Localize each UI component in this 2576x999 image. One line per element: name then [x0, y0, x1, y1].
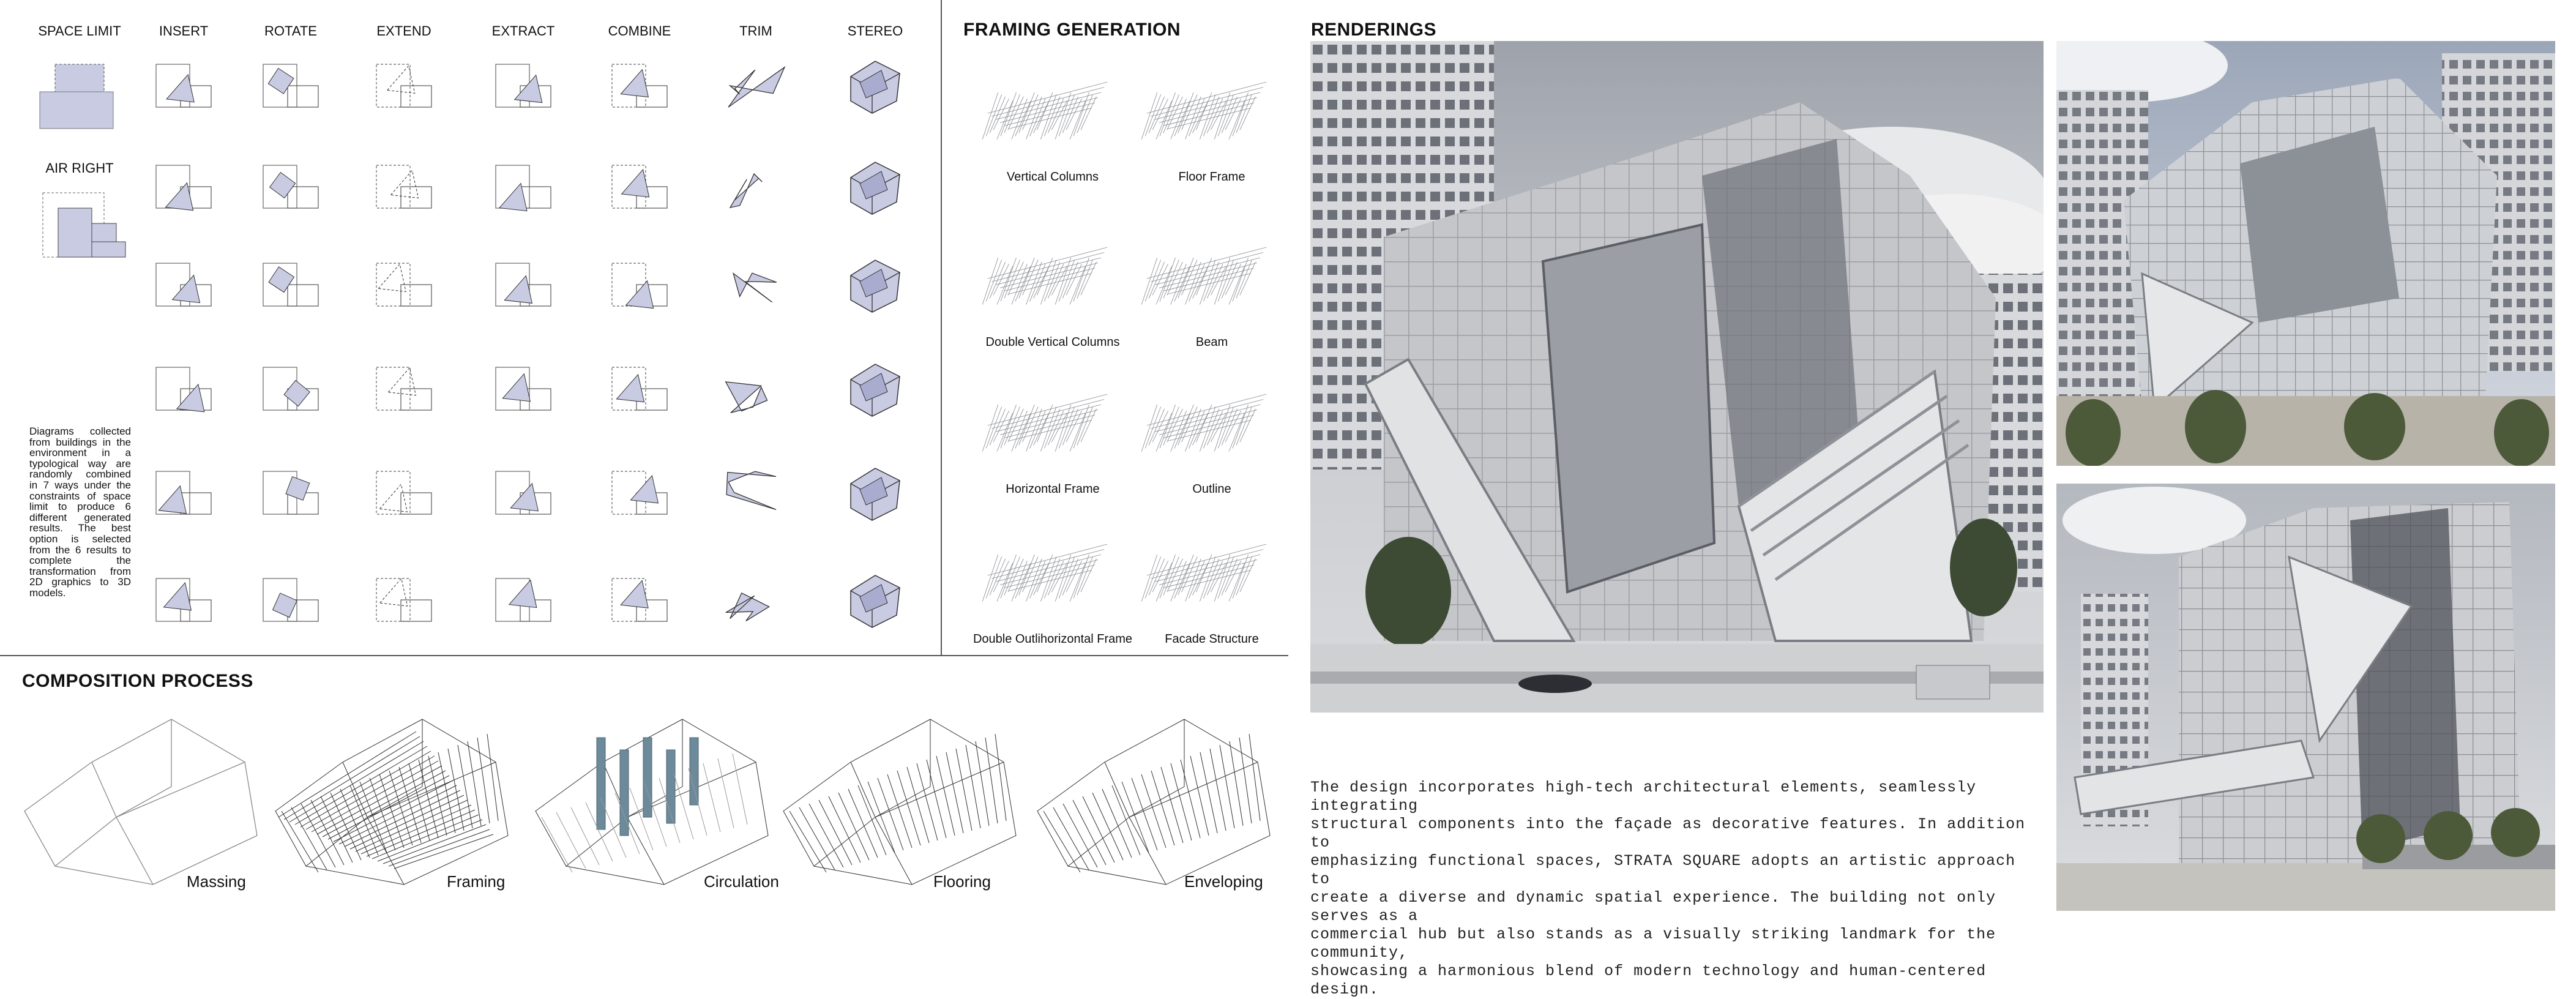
- diagram-combine-1: [603, 52, 676, 119]
- diagram-stereo-1: [838, 52, 912, 119]
- diagram-trim-2: [719, 153, 793, 220]
- diagram-combine-3: [603, 251, 676, 318]
- process-step: [18, 695, 263, 903]
- description-line: create a diverse and dynamic spatial experience. The building not only serves as a: [1310, 889, 1996, 925]
- process-caption: Flooring: [933, 872, 991, 891]
- diagram-extract-3: [487, 251, 560, 318]
- air-right-label: AIR RIGHT: [45, 160, 114, 176]
- diagram-rotate-5: [254, 459, 327, 526]
- process-caption: Enveloping: [1184, 872, 1263, 891]
- description-line: structural components into the façade as decorative features. In addition to: [1310, 815, 2026, 851]
- framing-caption: Facade Structure: [1165, 632, 1259, 646]
- diagram-stereo-3: [838, 251, 912, 318]
- description-line: showcasing a harmonious blend of modern technology and human-centered design.: [1310, 962, 1987, 998]
- framing-caption: Beam: [1195, 335, 1228, 349]
- diagram-combine-5: [603, 459, 676, 526]
- framing-item: [1111, 373, 1313, 508]
- framing-caption: Floor Frame: [1178, 170, 1245, 184]
- description-line: emphasizing functional spaces, STRATA SQUARE adopts an artistic approach to: [1310, 852, 2016, 888]
- diagram-extend-5: [367, 459, 441, 526]
- description-line: commercial hub but also stands as a visually striking landmark for the community,: [1310, 926, 1996, 962]
- col-header-stereo: STEREO: [847, 23, 903, 39]
- diagram-stereo-6: [838, 566, 912, 634]
- diagram-insert-1: [147, 52, 220, 119]
- air-right-diagram: [34, 190, 132, 263]
- street-rendering-image: [2056, 484, 2555, 911]
- diagram-extract-5: [487, 459, 560, 526]
- diagram-extract-4: [487, 355, 560, 422]
- diagram-rotate-3: [254, 251, 327, 318]
- diagram-extend-3: [367, 251, 441, 318]
- framing-diagram: [1111, 373, 1313, 477]
- diagram-trim-5: [719, 459, 793, 526]
- diagram-extract-2: [487, 153, 560, 220]
- diagram-trim-1: [719, 52, 793, 119]
- framing-caption: Outline: [1192, 482, 1231, 496]
- framing-item: [1111, 523, 1313, 658]
- diagram-rotate-2: [254, 153, 327, 220]
- diagram-extract-1: [487, 52, 560, 119]
- space-limit-diagram: [34, 58, 125, 138]
- composition-process-title: COMPOSITION PROCESS: [22, 671, 253, 691]
- diagram-insert-6: [147, 566, 220, 634]
- diagram-insert-5: [147, 459, 220, 526]
- process-caption: Framing: [447, 872, 506, 891]
- aerial-rendering-image: [2056, 41, 2555, 466]
- main-rendering-image: [1310, 41, 2044, 713]
- framing-diagram: [1111, 226, 1313, 331]
- diagram-rotate-1: [254, 52, 327, 119]
- renderings-title: RENDERINGS: [1311, 20, 1437, 40]
- framing-diagram: [1111, 523, 1313, 627]
- process-diagram: [18, 695, 263, 903]
- col-header-insert: INSERT: [159, 23, 209, 39]
- matrix-description: Diagrams collected from buildings in the environment in a typological way are randomly combined in 7 ways under the constraints of space limit to produce 6 different generated results. The best option is selected from the 6 results to complete the transformation from 2D graphics to 3D models.: [29, 425, 131, 599]
- diagram-rotate-6: [254, 566, 327, 634]
- process-caption: Massing: [187, 872, 246, 891]
- process-diagram: [777, 695, 1022, 903]
- process-step: [269, 695, 514, 903]
- framing-caption: Double Outlihorizontal Frame: [973, 632, 1133, 646]
- diagram-combine-6: [603, 566, 676, 634]
- diagram-stereo-2: [838, 153, 912, 220]
- diagram-extend-4: [367, 355, 441, 422]
- process-diagram: [269, 695, 514, 903]
- framing-generation-title: FRAMING GENERATION: [963, 20, 1181, 40]
- diagram-trim-3: [719, 251, 793, 318]
- framing-item: [1111, 226, 1313, 361]
- process-diagram: [1031, 695, 1276, 903]
- diagram-extract-6: [487, 566, 560, 634]
- diagram-extend-6: [367, 566, 441, 634]
- col-header-combine: COMBINE: [608, 23, 671, 39]
- col-header-space-limit: SPACE LIMIT: [38, 23, 121, 39]
- diagram-trim-6: [719, 566, 793, 634]
- diagram-combine-2: [603, 153, 676, 220]
- description-line: The design incorporates high-tech architectural elements, seamlessly integrating: [1310, 779, 1977, 815]
- col-header-extend: EXTEND: [376, 23, 431, 39]
- framing-caption: Vertical Columns: [1006, 170, 1099, 184]
- process-caption: Circulation: [704, 872, 779, 891]
- diagram-extend-1: [367, 52, 441, 119]
- col-header-extract: EXTRACT: [491, 23, 555, 39]
- diagram-insert-4: [147, 355, 220, 422]
- framing-diagram: [1111, 61, 1313, 165]
- diagram-insert-3: [147, 251, 220, 318]
- renderings-description: [1310, 779, 2045, 999]
- framing-caption: Double Vertical Columns: [985, 335, 1120, 349]
- diagram-trim-4: [719, 355, 793, 422]
- col-header-trim: TRIM: [739, 23, 772, 39]
- diagram-stereo-4: [838, 355, 912, 422]
- framing-item: [1111, 61, 1313, 196]
- process-step: [1031, 695, 1276, 903]
- process-diagram: [529, 695, 774, 903]
- diagram-extend-2: [367, 153, 441, 220]
- diagram-stereo-5: [838, 459, 912, 526]
- diagram-rotate-4: [254, 355, 327, 422]
- diagram-combine-4: [603, 355, 676, 422]
- framing-caption: Horizontal Frame: [1006, 482, 1100, 496]
- process-step: [529, 695, 779, 903]
- process-step: [777, 695, 1022, 903]
- diagram-insert-2: [147, 153, 220, 220]
- col-header-rotate: ROTATE: [264, 23, 317, 39]
- divider-vertical-left: [941, 0, 942, 655]
